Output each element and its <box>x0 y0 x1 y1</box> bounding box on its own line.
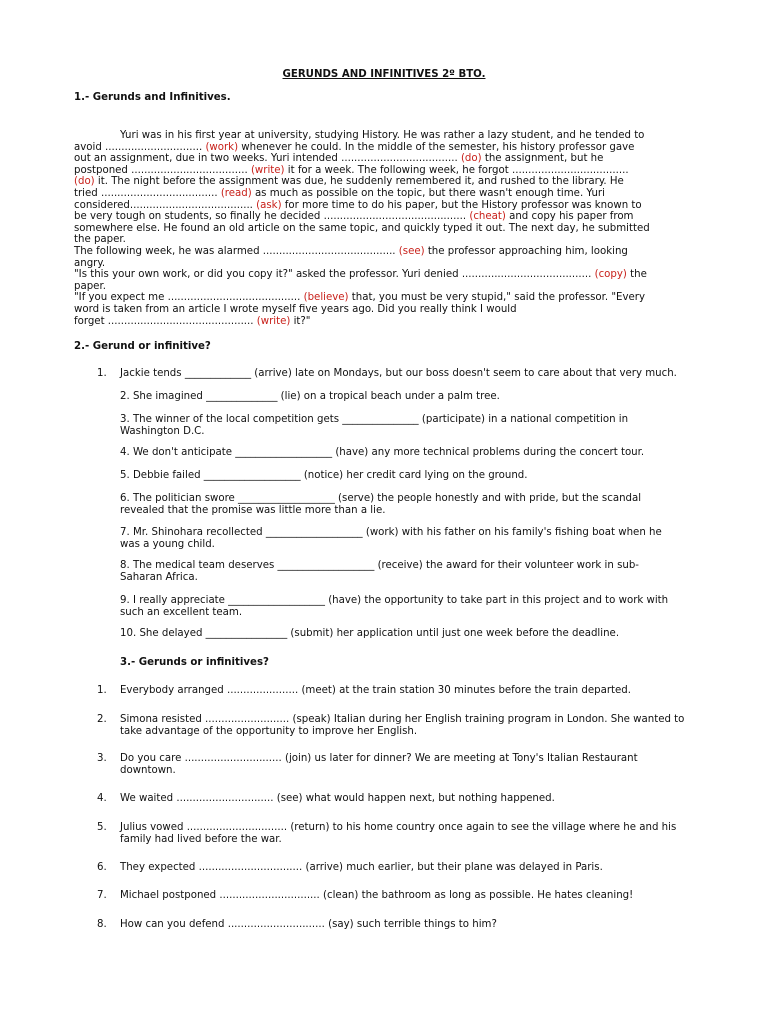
story-text: and copy his paper from <box>505 211 634 223</box>
section-2-heading: 2.- Gerund or infinitive? <box>74 341 211 352</box>
story-text: be very tough on students, so finally he decided ............................................ <box>74 211 470 223</box>
verb-hint: (see) <box>398 245 425 257</box>
section-3-heading: 3.- Gerunds or infinitives? <box>120 657 269 668</box>
item-number: 2. <box>97 714 107 725</box>
item-number: 7. <box>97 890 107 901</box>
story-text: The following week, he was alarmed ......................................... <box>74 245 399 257</box>
story-line <box>74 188 674 200</box>
exercise-text: was a young child. <box>120 538 215 550</box>
story-line <box>74 316 674 328</box>
story-line <box>74 142 674 154</box>
story-text: paper. <box>74 280 106 292</box>
exercise-text: We waited .............................. (see) what would happen next, but nothing happened. <box>120 793 555 804</box>
exercise-text: such an excellent team. <box>120 606 243 618</box>
story-text: tried .................................... <box>74 187 221 199</box>
exercise-text: family had lived before the war. <box>120 833 282 845</box>
verb-hint: (write) <box>250 164 285 176</box>
exercise-text: revealed that the promise was little more than a lie. <box>120 504 386 516</box>
exercise-item <box>120 414 700 437</box>
verb-hint: (cheat) <box>469 211 506 223</box>
verb-hint: (write) <box>256 315 291 327</box>
exercise-text: Julius vowed ............................... (return) to his home country once again to see the village where he and his <box>120 822 677 833</box>
story-text: considered...................................... <box>74 199 257 211</box>
exercise-text: 7. Mr. Shinohara recollected ___________________ (work) with his father on his family's fishing boat when he <box>120 527 662 538</box>
page-title: GERUNDS AND INFINITIVES 2º BTO. <box>282 69 486 80</box>
exercise-text: Michael postponed ............................... (clean) the bathroom as long as possible. He hates cleaning! <box>120 890 634 901</box>
story-paragraph <box>74 130 674 327</box>
story-text: the paper. <box>74 234 126 246</box>
item-number: 1. <box>97 368 107 379</box>
story-text: somewhere else. He found an old article on the same topic, and quickly typed it out. The next day, he submitted <box>74 222 650 234</box>
story-line <box>74 165 674 177</box>
exercise-item <box>97 753 700 776</box>
exercise-text: Jackie tends _____________ (arrive) late on Mondays, but our boss doesn't seem to care about that very much. <box>120 368 677 379</box>
story-text: as much as possible on the topic, but there wasn't enough time. Yuri <box>251 187 605 199</box>
story-text: angry. <box>74 257 106 269</box>
story-text: the assignment, but he <box>481 153 604 165</box>
story-line <box>74 176 674 188</box>
story-text: "Is this your own work, or did you copy it?" asked the professor. Yuri denied ........................................ <box>74 269 595 281</box>
story-line <box>74 292 674 304</box>
exercise-text: 6. The politician swore ___________________ (serve) the people honestly and with pride, but the scandal <box>120 493 642 504</box>
item-number: 1. <box>97 685 107 696</box>
exercise-item <box>120 493 700 516</box>
story-line <box>74 281 674 293</box>
exercise-item <box>120 527 700 550</box>
exercise-text: Saharan Africa. <box>120 571 198 583</box>
item-number: 5. <box>97 822 107 833</box>
story-line <box>74 234 674 246</box>
exercise-text: 2. She imagined ______________ (lie) on a tropical beach under a palm tree. <box>120 391 500 402</box>
verb-hint: (work) <box>205 141 239 153</box>
story-line <box>74 304 674 316</box>
exercise-item <box>120 595 700 618</box>
verb-hint: (read) <box>220 187 252 199</box>
exercise-item <box>120 628 700 640</box>
exercise-text: Do you care .............................. (join) us later for dinner? We are meeting at Tony's Italian Restaurant <box>120 753 638 764</box>
story-text: it for a week. The following week, he forgot .................................... <box>284 164 629 176</box>
exercise-text: They expected ................................ (arrive) much earlier, but their plane was delayed in Paris. <box>120 862 603 873</box>
exercise-item <box>97 822 700 845</box>
story-text: word is taken from an article I wrote myself five years ago. Did you really think I would <box>74 303 517 315</box>
story-line <box>74 130 674 142</box>
exercise-item <box>97 890 700 902</box>
story-line <box>74 246 674 258</box>
item-number: 6. <box>97 862 107 873</box>
exercise-text: Simona resisted .......................... (speak) Italian during her English training program in London. She wanted to <box>120 714 685 725</box>
exercise-text: take advantage of the opportunity to improve her English. <box>120 725 418 737</box>
exercise-text: Everybody arranged ...................... (meet) at the train station 30 minutes before the train departed. <box>120 685 631 696</box>
exercise-text: downtown. <box>120 764 176 776</box>
exercise-item <box>97 714 700 737</box>
exercise-item <box>120 560 700 583</box>
exercise-item <box>97 919 700 931</box>
exercise-text: How can you defend .............................. (say) such terrible things to him? <box>120 919 497 930</box>
story-line <box>74 200 674 212</box>
exercise-text: 8. The medical team deserves ___________________ (receive) the award for their volunteer work in sub- <box>120 560 639 571</box>
verb-hint: (ask) <box>256 199 282 211</box>
story-text: for more time to do his paper, but the History professor was known to <box>281 199 642 211</box>
exercise-item <box>97 368 700 380</box>
story-text: that, you must be very stupid," said the professor. "Every <box>348 292 645 304</box>
story-line <box>74 258 674 270</box>
story-line <box>74 211 674 223</box>
story-line <box>74 223 674 235</box>
exercise-text: 3. The winner of the local competition gets _______________ (participate) in a national competition in <box>120 414 629 425</box>
exercise-item <box>120 391 700 403</box>
verb-hint: (do) <box>74 176 95 188</box>
story-text: it. The night before the assignment was due, he suddenly remembered it, and rushed to the library. He <box>94 176 624 188</box>
exercise-text: 4. We don't anticipate ___________________ (have) any more technical problems during the concert tour. <box>120 447 645 458</box>
exercise-item <box>97 793 700 805</box>
exercise-item <box>97 685 700 697</box>
story-text: the professor approaching him, looking <box>424 245 628 257</box>
verb-hint: (do) <box>460 153 482 165</box>
exercise-item <box>97 862 700 874</box>
story-text: it?" <box>290 315 311 327</box>
story-text: postponed .................................... <box>74 164 251 176</box>
section-1-heading: 1.- Gerunds and Infinitives. <box>74 92 231 103</box>
item-number: 3. <box>97 753 107 764</box>
story-text: whenever he could. In the middle of the semester, his history professor gave <box>238 141 635 153</box>
story-text: the <box>626 269 647 281</box>
story-text: avoid .............................. <box>74 141 206 153</box>
item-number: 4. <box>97 793 107 804</box>
exercise-item <box>120 470 700 482</box>
item-number: 8. <box>97 919 107 930</box>
story-line <box>74 153 674 165</box>
story-text: Yuri was in his first year at university, studying History. He was rather a lazy student, and he tended to <box>120 130 645 141</box>
exercise-text: 10. She delayed ________________ (submit) her application until just one week before the deadline. <box>120 628 620 639</box>
story-text: "If you expect me ......................................... <box>74 292 304 304</box>
story-text: out an assignment, due in two weeks. Yuri intended .................................... <box>74 153 461 165</box>
verb-hint: (believe) <box>303 292 349 304</box>
exercise-text: Washington D.C. <box>120 425 205 437</box>
exercise-item <box>120 447 700 459</box>
verb-hint: (copy) <box>594 269 627 281</box>
story-line <box>74 269 674 281</box>
story-text: forget ............................................. <box>74 315 257 327</box>
exercise-text: 9. I really appreciate ___________________ (have) the opportunity to take part in this project and to work with <box>120 595 669 606</box>
exercise-text: 5. Debbie failed ___________________ (notice) her credit card lying on the ground. <box>120 470 528 481</box>
